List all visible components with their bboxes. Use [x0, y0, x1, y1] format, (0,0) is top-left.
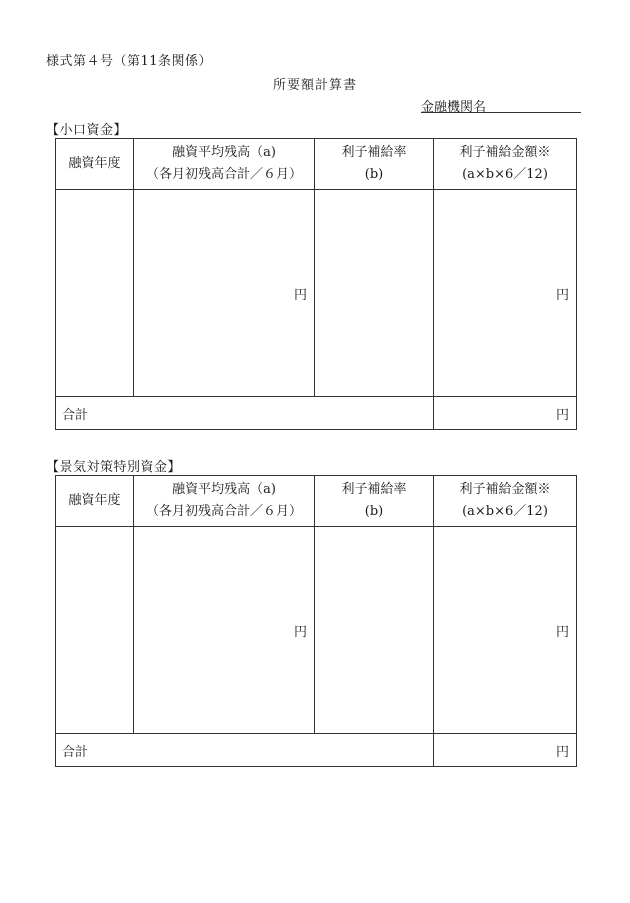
amount-input-cell[interactable] [434, 190, 577, 397]
calc-table-economic-measures [55, 475, 577, 767]
average-balance-input-cell[interactable] [134, 190, 315, 397]
year-input-cell[interactable] [56, 190, 134, 397]
document-title: 所要額計算書 [272, 78, 357, 93]
section-heading-economic-measures: 【景気対策特別資金】 [46, 460, 182, 475]
header-amount [434, 476, 577, 527]
total-amount-input-cell[interactable] [434, 734, 577, 767]
header-average-balance-label: 融資平均残高（a) [172, 482, 276, 497]
header-average-balance [134, 139, 315, 190]
yen-unit: 円 [293, 287, 307, 303]
institution-name-field[interactable]: 金融機関名 [421, 96, 581, 113]
rate-input-cell[interactable] [315, 190, 434, 397]
header-average-balance [134, 476, 315, 527]
rate-input-cell[interactable] [315, 527, 434, 734]
total-row [56, 734, 577, 767]
header-average-balance-note: （各月初残高合計／６月） [145, 504, 302, 519]
year-input-cell[interactable] [56, 527, 134, 734]
header-rate-label: 利子補給率 [341, 482, 407, 497]
total-amount-input-cell[interactable] [434, 397, 577, 430]
yen-unit: 円 [555, 407, 569, 423]
section-heading-small-loan: 【小口資金】 [46, 123, 128, 138]
form-number: 様式第４号（第11条関係） [46, 54, 213, 69]
total-label: 合計 [56, 734, 434, 767]
header-year [56, 476, 134, 527]
yen-unit: 円 [293, 624, 307, 640]
entry-row [56, 190, 577, 397]
header-rate-label: 利子補給率 [341, 145, 407, 160]
average-balance-input-cell[interactable] [134, 527, 315, 734]
total-label: 合計 [56, 397, 434, 430]
header-amount-label: 利子補給金額※ [459, 482, 551, 497]
header-average-balance-note: （各月初残高合計／６月） [145, 167, 302, 182]
header-rate-note: (b) [364, 504, 384, 519]
header-average-balance-label: 融資平均残高（a) [172, 145, 276, 160]
yen-unit: 円 [555, 624, 569, 640]
header-year-label: 融資年度 [68, 493, 121, 508]
header-row [56, 139, 577, 190]
header-amount-note: (a×b×6／12) [462, 167, 548, 182]
amount-input-cell[interactable] [434, 527, 577, 734]
header-amount-note: (a×b×6／12) [462, 504, 548, 519]
yen-unit: 円 [555, 744, 569, 760]
header-row [56, 476, 577, 527]
header-rate [315, 476, 434, 527]
calc-table-small-loan [55, 138, 577, 430]
header-amount [434, 139, 577, 190]
header-rate [315, 139, 434, 190]
yen-unit: 円 [555, 287, 569, 303]
entry-row [56, 527, 577, 734]
total-row [56, 397, 577, 430]
header-year [56, 139, 134, 190]
header-year-label: 融資年度 [68, 156, 121, 171]
header-amount-label: 利子補給金額※ [459, 145, 551, 160]
header-rate-note: (b) [364, 167, 384, 182]
